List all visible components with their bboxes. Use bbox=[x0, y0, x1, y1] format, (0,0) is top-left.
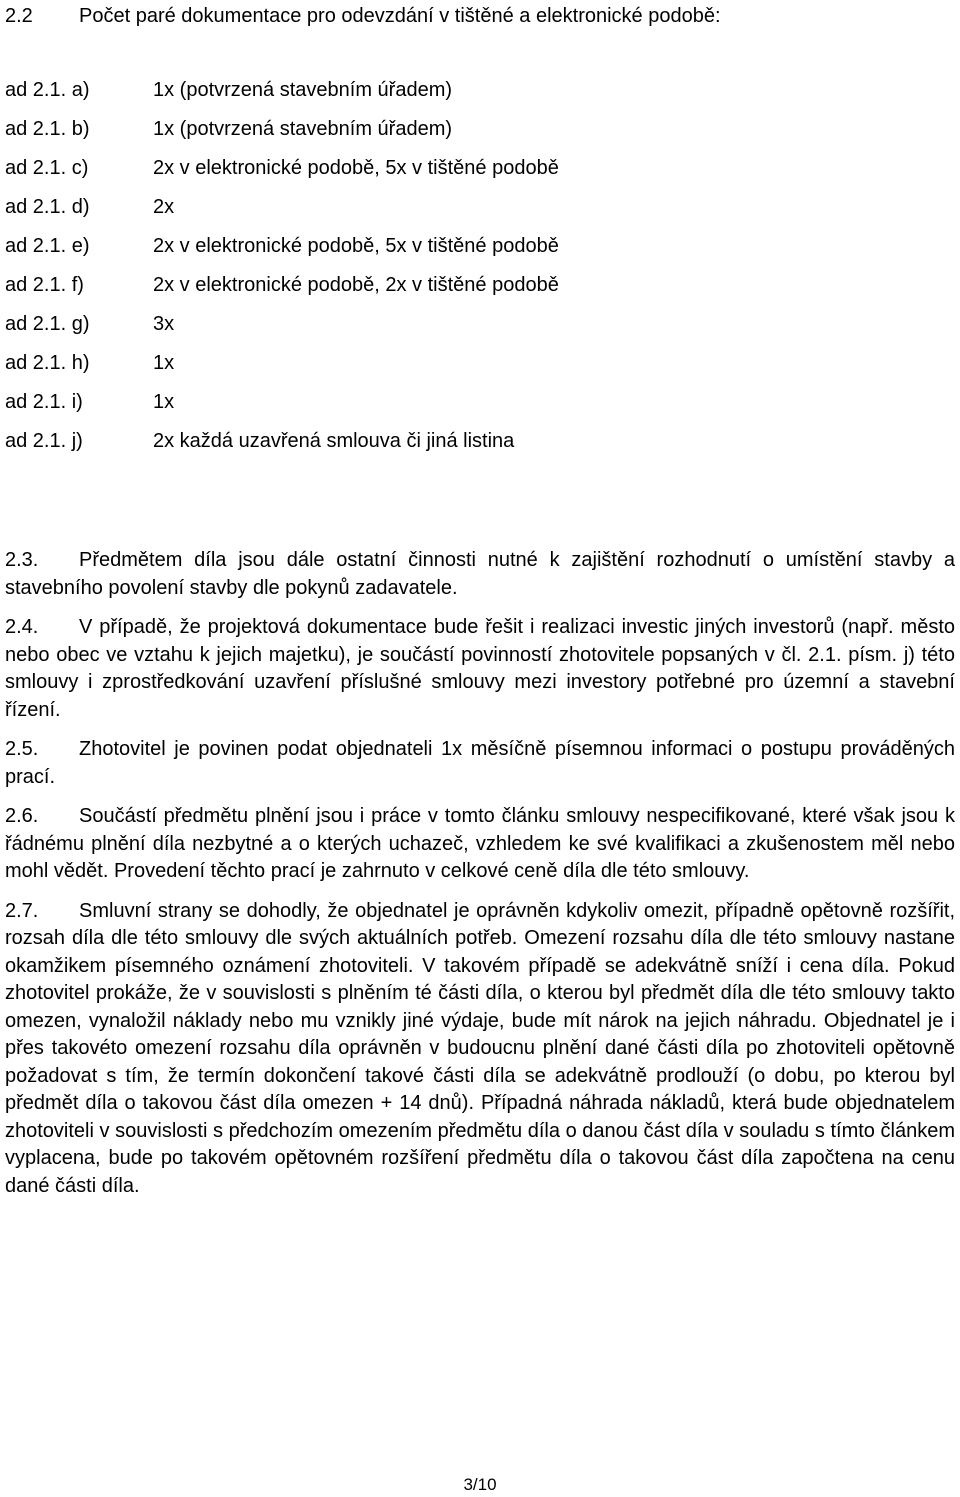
list-item bbox=[5, 427, 955, 466]
item-value: 2x v elektronické podobě, 5x v tištěné podobě bbox=[153, 235, 559, 257]
paragraph-text: V případě, že projektová dokumentace bude řešit i realizaci investic jiných investorů (např. město nebo obec ve vztahu k jejich majetku), je součástí povinností zhotovitele popsaných v čl. 2.1. písm. j) této smlouvy i zprostředkování uzavření příslušné smlouvy mezi investory potřebné pro územní a stavební řízení. bbox=[5, 616, 955, 721]
item-value: 1x (potvrzená stavebním úřadem) bbox=[153, 118, 453, 140]
item-value: 1x bbox=[153, 391, 175, 413]
list-item bbox=[5, 310, 955, 349]
section-heading bbox=[5, 2, 721, 30]
list-item bbox=[5, 271, 955, 310]
item-reference: ad 2.1. a) bbox=[5, 79, 90, 101]
item-value: 1x bbox=[153, 352, 175, 374]
paragraph-number: 2.3. bbox=[5, 549, 39, 571]
item-value: 2x bbox=[153, 196, 175, 218]
list-item bbox=[5, 388, 955, 427]
list-item bbox=[5, 154, 955, 193]
paragraph-text: Zhotovitel je povinen podat objednateli 1x měsíčně písemnou informaci o postupu prováděných prací. bbox=[5, 738, 955, 788]
paragraph-2-5 bbox=[5, 736, 955, 791]
paragraph-2-3 bbox=[5, 547, 955, 602]
item-reference: ad 2.1. h) bbox=[5, 352, 90, 374]
item-reference: ad 2.1. d) bbox=[5, 196, 90, 218]
page-number: 3/10 bbox=[463, 1475, 497, 1494]
item-value: 2x každá uzavřená smlouva či jiná listina bbox=[153, 430, 515, 452]
item-reference: ad 2.1. b) bbox=[5, 118, 90, 140]
paragraph-number: 2.5. bbox=[5, 738, 39, 760]
item-value: 1x (potvrzená stavebním úřadem) bbox=[153, 79, 453, 101]
item-reference: ad 2.1. f) bbox=[5, 274, 84, 296]
paragraph-2-7 bbox=[5, 898, 955, 1201]
item-reference: ad 2.1. j) bbox=[5, 430, 83, 452]
item-reference: ad 2.1. e) bbox=[5, 235, 90, 257]
list-item bbox=[5, 349, 955, 388]
paragraph-text: Předmětem díla jsou dále ostatní činnosti nutné k zajištění rozhodnutí o umístění stavby a stavebního povolení stavby dle pokynů zadavatele. bbox=[5, 549, 955, 599]
section-heading-text: Počet paré dokumentace pro odevzdání v tištěné a elektronické podobě: bbox=[79, 5, 721, 27]
list-item bbox=[5, 76, 955, 115]
item-reference: ad 2.1. g) bbox=[5, 313, 90, 335]
paragraph-2-4 bbox=[5, 614, 955, 724]
copies-list bbox=[5, 76, 955, 466]
list-item bbox=[5, 115, 955, 154]
item-value: 2x v elektronické podobě, 5x v tištěné podobě bbox=[153, 157, 559, 179]
list-item bbox=[5, 193, 955, 232]
item-reference: ad 2.1. i) bbox=[5, 391, 83, 413]
section-heading-number: 2.2 bbox=[5, 5, 33, 27]
list-item bbox=[5, 232, 955, 271]
item-reference: ad 2.1. c) bbox=[5, 157, 89, 179]
paragraph-number: 2.4. bbox=[5, 616, 39, 638]
paragraph-number: 2.6. bbox=[5, 805, 39, 827]
item-value: 2x v elektronické podobě, 2x v tištěné podobě bbox=[153, 274, 559, 296]
item-value: 3x bbox=[153, 313, 175, 335]
paragraph-number: 2.7. bbox=[5, 899, 39, 922]
paragraph-text: Smluvní strany se dohodly, že objednatel je oprávněn kdykoliv omezit, případně opětovně rozšířit, rozsah díla dle této smlouvy dle svých aktuálních potřeb. Omezení rozsahu díla dle této smlouvy nastane okamžikem písemného oznámení zhotoviteli. V takovém případě se adekvátně sníží i cena díla. Pokud zhotovitel prokáže, že v souvislosti s plněním té části díla, o kterou byl předmět díla dle této smlouvy takto omezen, vynaložil náklady nebo mu vznikly jiné výdaje, bude mít nárok na jejich náhradu. Objednatel je i přes takovéto omezení rozsahu díla oprávněn v budoucnu plnění dané části díla po zhotoviteli opětovně požadovat s tím, že termín dokončení takové části díla se adekvátně prodlouží (o dobu, po kterou byl předmět díla o takovou část díla omezen + 14 dnů). Případná náhrada nákladů, která bude objednatelem zhotoviteli v souvislosti s předchozím omezením předmětu díla o danou část díla v souladu s tímto článkem vyplacena, bude po takovém opětovném rozšíření předmětu díla o takovou část díla započtena na cenu dané části díla. bbox=[5, 899, 955, 1197]
contract-paragraphs bbox=[5, 547, 955, 1212]
paragraph-text: Součástí předmětu plnění jsou i práce v tomto článku smlouvy nespecifikované, které však jsou k řádnému plnění díla nezbytné a o kterých uchazeč, vzhledem ke své kvalifikaci a zkušenostem měl nebo mohl vědět. Provedení těchto prací je zahrnuto v celkové ceně díla dle této smlouvy. bbox=[5, 805, 955, 882]
paragraph-2-6 bbox=[5, 803, 955, 886]
